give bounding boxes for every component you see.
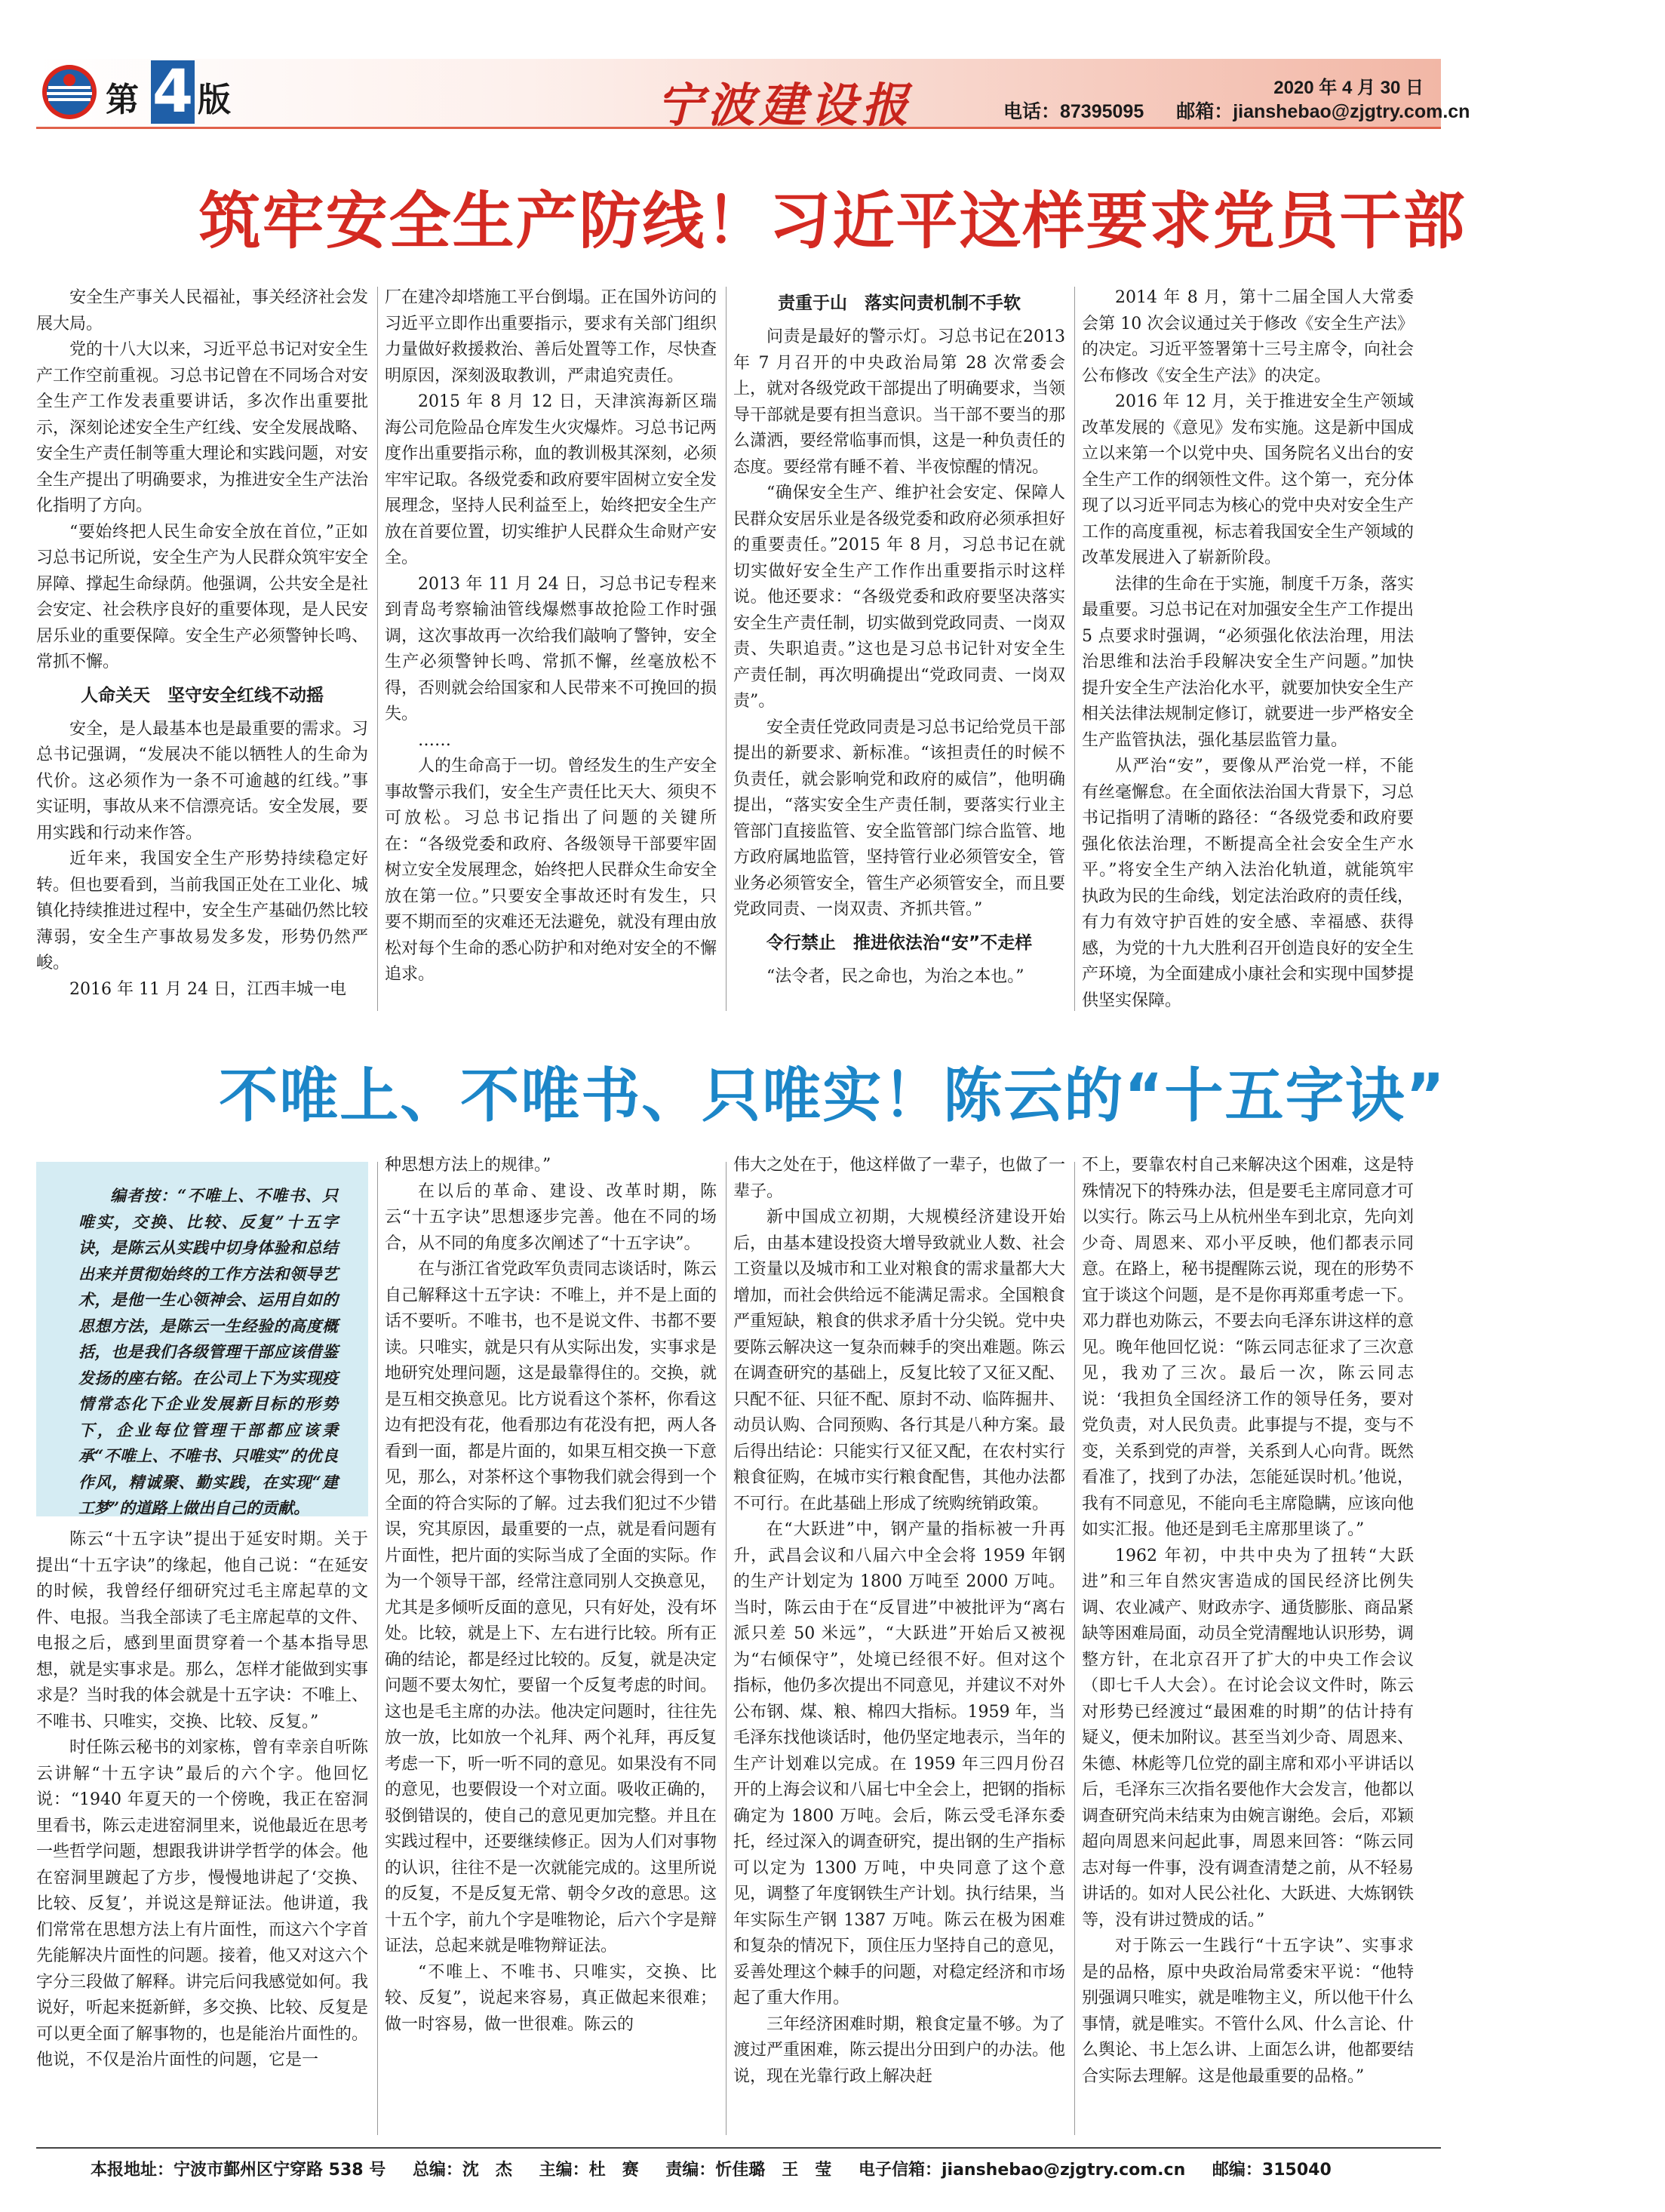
paragraph: 在与浙江省党政军负责同志谈话时，陈云自己解释这十五字诀：不唯上，并不是上面的话不要听。不唯书，也不是说文件、书都不要读。只唯实，就是只有从实际出发，实事求是地研究处理问题，这是最靠得住的。交换，就是互相交换意见。比方说看这个茶杯，你看这边有把没有花，他看那边有花没有把，两人各看到一面，都是片面的，如果互相交换一下意见，那么，对茶杯这个事物我们就会得到一个全面的符合实际的了解。过去我们犯过不少错误，究其原因，最重要的一点，就是看问题有片面性，把片面的实际当成了全面的实际。作为一个领导干部，经常注意同别人交换意见，尤其是多倾听反面的意见，只有好处，没有坏处。比较，就是上下、左右进行比较。所有正确的结论，都是经过比较的。反复，就是决定问题不要太匆忙，要留一个反复考虑的时间。这也是毛主席的办法。他决定问题时，往往先放一放，比如放一个礼拜、两个礼拜，再反复考虑一下，听一听不同的意见。如果没有不同的意见，也要假设一个对立面。吸收正确的，驳倒错误的，使自己的意见更加完整。并且在实践过程中，还要继续修正。因为人们对事物的认识，往往不是一次就能完成的。这里所说的反复，不是反复无常、朝令夕改的意思。这十五个字，前九个字是唯物论，后六个字是辩证法，总起来就是唯物辩证法。 — [385, 1260, 717, 1955]
column-divider — [377, 1162, 378, 2135]
paragraph: 安全生产事关人民福祉，事关经济社会发展大局。 — [36, 288, 369, 333]
paragraph: 2016 年 12 月，关于推进安全生产领域改革发展的《意见》发布实施。这是新中国成立以来第一个以党中央、国务院名义出台的安全生产工作的纲领性文件。这个第一，充分体现了以习近平同志为核心的党中央对安全生产工作的高度重视，标志着我国安全生产领域的改革发展进入了崭新阶段。 — [1082, 392, 1415, 567]
article2-column-3 — [733, 1153, 1065, 2090]
paragraph: 1962 年初，中共中央为了扭转“大跃进”和三年自然灾害造成的国民经济比例失调、农业减产、财政赤字、通货膨胀、商品紧缺等困难局面，动员全党清醒地认识形势，调整方针，在北京召开了扩大的中央工作会议（即七千人大会）。在讨论会议文件时，陈云对形势已经渡过“最困难的时期”的估计持有疑义，便未加附议。甚至当刘少奇、周恩来、朱德、林彪等几位党的副主席和邓小平讲话以后，毛泽东三次指名要他作大会发言，他都以调查研究尚未结束为由婉言谢绝。会后，邓颖超向周恩来问起此事，周恩来回答：“陈云同志对每一件事，没有调查清楚之前，从不轻易讲话的。如对人民公社化、大跃进、大炼钢铁等，没有讲过赞成的话。” — [1082, 1546, 1415, 1930]
article2-headline: 不唯上、不唯书、只唯实！陈云的“十五字诀” — [219, 1062, 1446, 1130]
footer-email: 电子信箱：jianshebao@zjgtry.com.cn — [858, 2161, 1186, 2180]
column-divider — [726, 287, 727, 1011]
subheading-responsibility: 责重于山 落实问责机制不手软 — [778, 293, 1021, 313]
issue-date: 2020 年 4 月 30 日 — [1273, 78, 1424, 98]
footer-rule — [36, 2147, 1441, 2149]
paragraph: 2014 年 8 月，第十二届全国人大常委会第 10 次会议通过关于修改《安全生产法》的决定。习近平签署第十三号主席令，向社会公布修改《安全生产法》的决定。 — [1082, 288, 1415, 386]
article2-column-4 — [1082, 1153, 1414, 2090]
paragraph: 在“大跃进”中，钢产量的指标被一升再升，武昌会议和八届六中全会将 1959 年钢的生产计划定为 1800 万吨至 2000 万吨。当时，陈云由于在“反冒进”中被批评为“离右派只差 50 米远”，“大跃进”开始后又被视为“右倾保守”，处境已经很不好。但对这个指标，他仍多次提出不同意见，并建议不对外公布钢、煤、粮、棉四大指标。1959 年，当毛泽东找他谈话时，他仍坚定地表示，当年的生产计划难以完成。在 1959 年三四月份召开的上海会议和八届七中全会上，把钢的指标确定为 1800 万吨。会后，陈云受毛泽东委托，经过深入的调查研究，提出钢的生产指标可以定为 1300 万吨，中央同意了这个意见，调整了年度钢铁生产计划。执行结果，当年实际生产钢 1387 万吨。陈云在极为困难和复杂的情况下，顶住压力坚持自己的意见，妥善处理这个棘手的问题，对稳定经济和市场起了重大作用。 — [733, 1520, 1066, 2008]
paragraph: 厂在建冷却塔施工平台倒塌。正在国外访问的习近平立即作出重要指示，要求有关部门组织力量做好救援救治、善后处置等工作，尽快查明原因，深刻汲取教训，严肃追究责任。 — [385, 288, 717, 386]
phone: 电话：87395095 — [1003, 101, 1144, 122]
paragraph: …… — [418, 730, 451, 750]
footer-address: 本报地址：宁波市鄞州区宁穿路 538 号 — [91, 2161, 386, 2180]
paragraph: “法令者，民之命也，为治之本也。” — [766, 966, 1024, 986]
paragraph: “不唯上、不唯书、只唯实，交换、比较、反复”，说起来容易，真正做起来很难；做一时容易，做一世很难。陈云的 — [385, 1962, 717, 2034]
paragraph: 党的十八大以来，习近平总书记对安全生产工作空前重视。习总书记曾在不同场合对安全生产工作发表重要讲话，多次作出重要批示，深刻论述安全生产红线、安全发展战略、安全生产责任制等重大理论和实践问题，对安全生产提出了明确要求，为推进安全生产法治化指明了方向。 — [36, 340, 369, 515]
contact-line — [1003, 97, 1497, 124]
article1-column-4 — [1082, 285, 1414, 1014]
column-divider — [377, 287, 378, 1011]
paragraph: 安全，是人最基本也是最重要的需求。习总书记强调，“发展决不能以牺牲人的生命为代价。这必须作为一条不可逾越的红线。”事实证明，事故从来不信漂亮话。安全发展，要用实践和行动来作答。 — [36, 719, 369, 843]
email: 邮箱：jianshebao@zjgtry.com.cn — [1176, 101, 1470, 122]
article1-column-1 — [36, 285, 368, 1003]
paragraph: 2016 年 11 月 24 日，江西丰城一电 — [69, 979, 346, 999]
column-divider — [726, 1162, 727, 2135]
paragraph: 陈云“十五字诀”提出于延安时期。关于提出“十五字诀”的缘起，他自己说：“在延安的时候，我曾经仔细研究过毛主席起草的文件、电报。当我全部读了毛主席起草的文件、电报之后，感到里面贯穿着一个基本指导思想，就是实事求是。那么，怎样才能做到实事求是？当时我的体会就是十五字诀：不唯上、不唯书、只唯实，交换、比较、反复。” — [36, 1530, 369, 1731]
paragraph: “确保安全生产、维护社会安定、保障人民群众安居乐业是各级党委和政府必须承担好的重要责任。”2015 年 8 月，习总书记在就切实做好安全生产工作作出重要指示时这样说。他还要求：“各级党委和政府要坚决落实安全生产责任制，切实做到党政同责、一岗双责、失职追责。”这也是习总书记针对安全生产责任制，再次明确提出“党政同责、一岗双责”。 — [733, 484, 1066, 711]
footer-chief-editor: 总编：沈 杰 — [412, 2161, 512, 2180]
page-word: 第 — [106, 81, 139, 119]
page-suffix: 版 — [198, 81, 231, 119]
paragraph: 安全责任党政同责是习总书记给党员干部提出的新要求、新标准。“该担责任的时候不负责任，就会影响党和政府的威信”，他明确提出，“落实安全生产责任制，要落实行业主管部门直接监管、安全监管部门综合监管、地方政府属地监管，坚持管行业必须管安全，管业务必须管安全，管生产必须管安全，而且要党政同责、一岗双责、齐抓共管。” — [733, 717, 1066, 919]
paragraph: 时任陈云秘书的刘家栋，曾有幸亲自听陈云讲解“十五字诀”最后的六个字。他回忆说：“1940 年夏天的一个傍晚，我正在窑洞里看书，陈云走进窑洞里来，说他最近在思考一些哲学问题，想跟我讲讲学哲学的体会。他在窑洞里踱起了方步，慢慢地讲起了‘交换、比较、反复’，并说这是辩证法。他讲道，我们常常在思想方法上有片面性，而这六个字首先能解决片面性的问题。接着，他又对这六个字分三段做了解释。讲完后问我感觉如何。我说好，听起来挺新鲜，多交换、比较、反复是可以更全面了解事物的，也是能治片面性的。他说，不仅是治片面性的问题，它是一 — [36, 1738, 369, 2069]
article2-column-1 — [36, 1527, 368, 2074]
paragraph: 人的生命高于一切。曾经发生的生产安全事故警示我们，安全生产责任比天大、须臾不可放松。习总书记指出了问题的关键所在：“各级党委和政府、各级领导干部要牢固树立安全发展理念，始终把人民群众生命安全放在第一位。”只要安全事故还时有发生，只要不期而至的灾难还无法避免，就没有理由放松对每个生命的悉心防护和对绝对安全的不懈追求。 — [385, 757, 717, 984]
subheading-life: 人命关天 坚守安全红线不动摇 — [81, 685, 324, 705]
subheading-law: 令行禁止 推进依法治“安”不走样 — [766, 932, 1033, 953]
paragraph: 新中国成立初期，大规模经济建设开始后，由基本建设投资大增导致就业人数、社会工资量以及城市和工业对粮食的需求量都大大增加，而社会供给远不能满足需求。全国粮食严重短缺，粮食的供求矛盾十分尖锐。党中央要陈云解决这一复杂而棘手的突出难题。陈云在调查研究的基础上，反复比较了又征又配、只配不征、只征不配、原封不动、临阵掘井、动员认购、合同预购、各行其是八种方案。最后得出结论：只能实行又征又配，在农村实行粮食征购，在城市实行粮食配售，其他办法都不可行。在此基础上形成了统购统销政策。 — [733, 1208, 1066, 1513]
paragraph: 2013 年 11 月 24 日，习总书记专程来到青岛考察输油管线爆燃事故抢险工作时强调，这次事故再一次给我们敲响了警钟，安全生产必须警钟长鸣、常抓不懈，丝毫放松不得，否则就会给国家和人民带来不可挽回的损失。 — [385, 574, 717, 724]
editor-note: 编者按：“不唯上、不唯书、只唯实，交换、比较、反复”十五字诀，是陈云从实践中切身体验和总结出来并贯彻始终的工作方法和领导艺术，是他一生心领神会、运用自如的思想方法，是陈云一生经验的高度概括，也是我们各级管理干部应该借鉴发扬的座右铭。在公司上下为实现疫情常态化下企业发展新目标的形势下，企业每位管理干部都应该秉承“不唯上、不唯书、只唯实”的优良作风，精诚聚、勤实践，在实现“建工梦”的道路上做出自己的贡献。 — [78, 1186, 338, 1517]
article1-headline: 筑牢安全生产防线！习近平这样要求党员干部 — [198, 186, 1467, 257]
article1-column-2 — [385, 285, 717, 988]
paper-name-logo: 宁波建设报 — [656, 78, 914, 133]
paragraph: 在以后的革命、建设、改革时期，陈云“十五字诀”思想逐步完善。他在不同的场合，从不同的角度多次阐述了“十五字诀”。 — [385, 1181, 717, 1253]
article2-column-2 — [385, 1153, 717, 2038]
article1-column-3 — [733, 290, 1065, 990]
paragraph: 从严治“安”，要像从严治党一样，不能有丝毫懈怠。在全面依法治国大背景下，习总书记指明了清晰的路径：“各级党委和政府要强化依法治理，不断提高全社会安全生产水平。”将安全生产纳入法治化轨道，就能筑牢执政为民的生命线，划定法治政府的责任线，有力有效守护百姓的安全感、幸福感、获得感，为党的十九大胜利召开创造良好的安全生产环境，为全面建成小康社会和实现中国梦提供坚实保障。 — [1082, 757, 1415, 1010]
footer-postcode: 邮编：315040 — [1212, 2161, 1332, 2180]
paragraph: 2015 年 8 月 12 日，天津滨海新区瑞海公司危险品仓库发生火灾爆炸。习总书记两度作出重要指示称，血的教训极其深刻，必须牢牢记取。各级党委和政府要牢固树立安全发展理念，坚持人民利益至上，始终把安全生产放在首要位置，切实维护人民群众生命财产安全。 — [385, 392, 717, 567]
page-number-badge: 4 — [152, 58, 194, 126]
paragraph: 三年经济困难时期，粮食定量不够。为了渡过严重困难，陈云提出分田到户的办法。他说，现在光靠行政上解决赶 — [733, 2014, 1066, 2086]
paragraph: 伟大之处在于，他这样做了一辈子，也做了一辈子。 — [733, 1156, 1066, 1201]
paragraph: 问责是最好的警示灯。习总书记在2013 年 7 月召开的中央政治局第 28 次常委会上，就对各级党政干部提出了明确要求，当领导干部就是要有担当意识。当干部不要当的那么潇洒，要经常临事而惧，这是一种负责任的态度。要经常有睡不着、半夜惊醒的情况。 — [733, 327, 1066, 477]
paragraph: 不上，要靠农村自己来解决这个困难，这是特殊情况下的特殊办法，但是要毛主席同意才可以实行。陈云马上从杭州坐车到北京，先向刘少奇、周恩来、邓小平反映，他们都表示同意。在路上，秘书提醒陈云说，现在的形势不宜于谈这个问题，是不是你再郑重考虑一下。邓力群也劝陈云，不要去向毛泽东讲这样的意见。晚年他回忆说：“陈云同志征求了三次意见，我劝了三次。最后一次，陈云同志说：‘我担负全国经济工作的领导任务，要对党负责，对人民负责。此事提与不提，变与不变，关系到党的声誉，关系到人心向背。既然看准了，找到了办法，怎能延误时机。’他说，我有不同意见，不能向毛主席隐瞒，应该向他如实汇报。他还是到毛主席那里谈了。” — [1082, 1156, 1415, 1539]
column-divider — [1074, 1162, 1075, 2135]
column-divider — [1074, 287, 1075, 1011]
paragraph: 种思想方法上的规律。” — [385, 1156, 551, 1175]
paragraph: “要始终把人民生命安全放在首位，”正如习总书记所说，安全生产为人民群众筑牢安全屏障、撑起生命绿荫。他强调，公共安全是社会安定、社会秩序良好的重要体现，是人民安居乐业的重要保障。安全生产必须警钟长鸣、常抓不懈。 — [36, 522, 369, 671]
footer-info — [91, 2157, 1353, 2180]
editor-note-box — [36, 1162, 368, 1516]
paragraph: 对于陈云一生践行“十五字诀”、实事求是的品格，原中央政治局常委宋平说：“他特别强调只唯实，就是唯物主义，所以他干什么事情，就是唯实。不管什么风、什么言论、什么舆论、书上怎么讲、上面怎么讲，他都要结合实际去理解。这是他最重要的品格。” — [1082, 1937, 1415, 2086]
paragraph: 法律的生命在于实施，制度千万条，落实最重要。习总书记在对加强安全生产工作提出 5 点要求时强调，“必须强化依法治理，用法治思维和法治手段解决安全生产问题。”加快提升安全生产法治化水平，就要加快安全生产相关法律法规制定修订，就要进一步严格安全生产监管执法，强化基层监管力量。 — [1082, 574, 1415, 750]
footer-duty-editor: 责编：忻佳璐 王 莹 — [665, 2161, 832, 2180]
paragraph: 近年来，我国安全生产形势持续稳定好转。但也要看到，当前我国正处在工业化、城镇化持续推进过程中，安全生产基础仍然比较薄弱，安全生产事故易发多发，形势仍然严峻。 — [36, 849, 369, 972]
footer-editor: 主编：杜 赛 — [539, 2161, 639, 2180]
newspaper-logo-icon — [39, 62, 100, 122]
